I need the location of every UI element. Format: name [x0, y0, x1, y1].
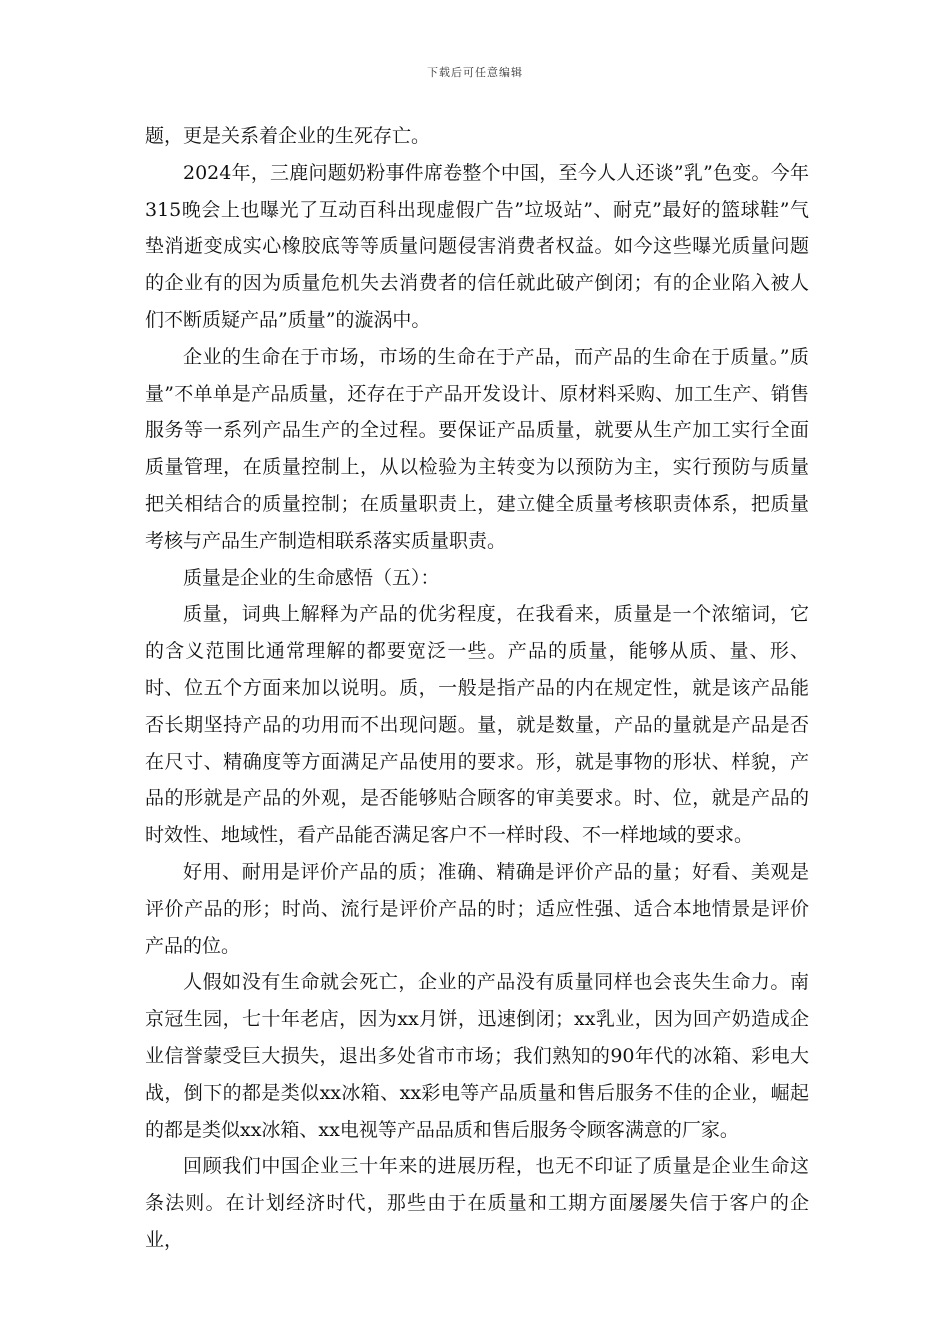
paragraph: 人假如没有生命就会死亡，企业的产品没有质量同样也会丧失生命力。南京冠生园，七十年老店，因为xx月饼，迅速倒闭；xx乳业，因为回产奶造成企业信誉蒙受巨大损失，退出多处省市市场；我们熟知的90年代的冰箱、彩电大战，倒下的都是类似xx冰箱、xx彩电等产品质量和售后服务不佳的企业，崛起的都是类似xx冰箱、xx电视等产品品质和售后服务令顾客满意的厂家。 [145, 971, 809, 1141]
paragraph: 回顾我们中国企业三十年来的进展历程，也无不印证了质量是企业生命这条法则。在计划经济时代，那些由于在质量和工期方面屡屡失信于客户的企业， [145, 1155, 809, 1251]
paragraph: 好用、耐用是评价产品的质；准确、精确是评价产品的量；好看、美观是评价产品的形；时尚、流行是评价产品的时；适应性强、适合本地情景是评价产品的位。 [145, 860, 809, 957]
paragraph-continuation: 题，更是关系着企业的生死存亡。 [145, 125, 431, 147]
paragraph: 质量，词典上解释为产品的优劣程度，在我看来，质量是一个浓缩词，它的含义范围比通常理解的都要宽泛一些。产品的质量，能够从质、量、形、时、位五个方面来加以说明。质，一般是指产品的内在规定性，就是该产品能否长期坚持产品的功用而不出现问题。量，就是数量，产品的量就是产品是否在尺寸、精确度等方面满足产品使用的要求。形，就是事物的形状、样貌，产品的形就是产品的外观，是否能够贴合顾客的审美要求。时、位，就是产品的时效性、地域性，看产品能否满足客户不一样时段、不一样地域的要求。 [145, 603, 809, 847]
section-heading: 质量是企业的生命感悟（五）： [183, 566, 440, 589]
document-body [145, 118, 809, 1259]
paragraph: 2024年，三鹿问题奶粉事件席卷整个中国，至今人人还谈”乳”色变。今年315晚会上也曝光了互动百科出现虚假广告”垃圾站”、耐克”最好的篮球鞋”气垫消逝变成实心橡胶底等等质量问题侵害消费者权益。如今这些曝光质量问题的企业有的因为质量危机失去消费者的信任就此破产倒闭；有的企业陷入被人们不断质疑产品”质量”的漩涡中。 [145, 161, 809, 331]
page-header: 下载后可任意编辑 [427, 66, 523, 79]
paragraph: 企业的生命在于市场，市场的生命在于产品，而产品的生命在于质量。”质量”不单单是产品质量，还存在于产品开发设计、原材料采购、加工生产、销售服务等一系列产品生产的全过程。要保证产品质量，就要从生产加工实行全面质量管理，在质量控制上，从以检验为主转变为以预防为主，实行预防与质量把关相结合的质量控制；在质量职责上，建立健全质量考核职责体系，把质量考核与产品生产制造相联系落实质量职责。 [145, 345, 809, 552]
